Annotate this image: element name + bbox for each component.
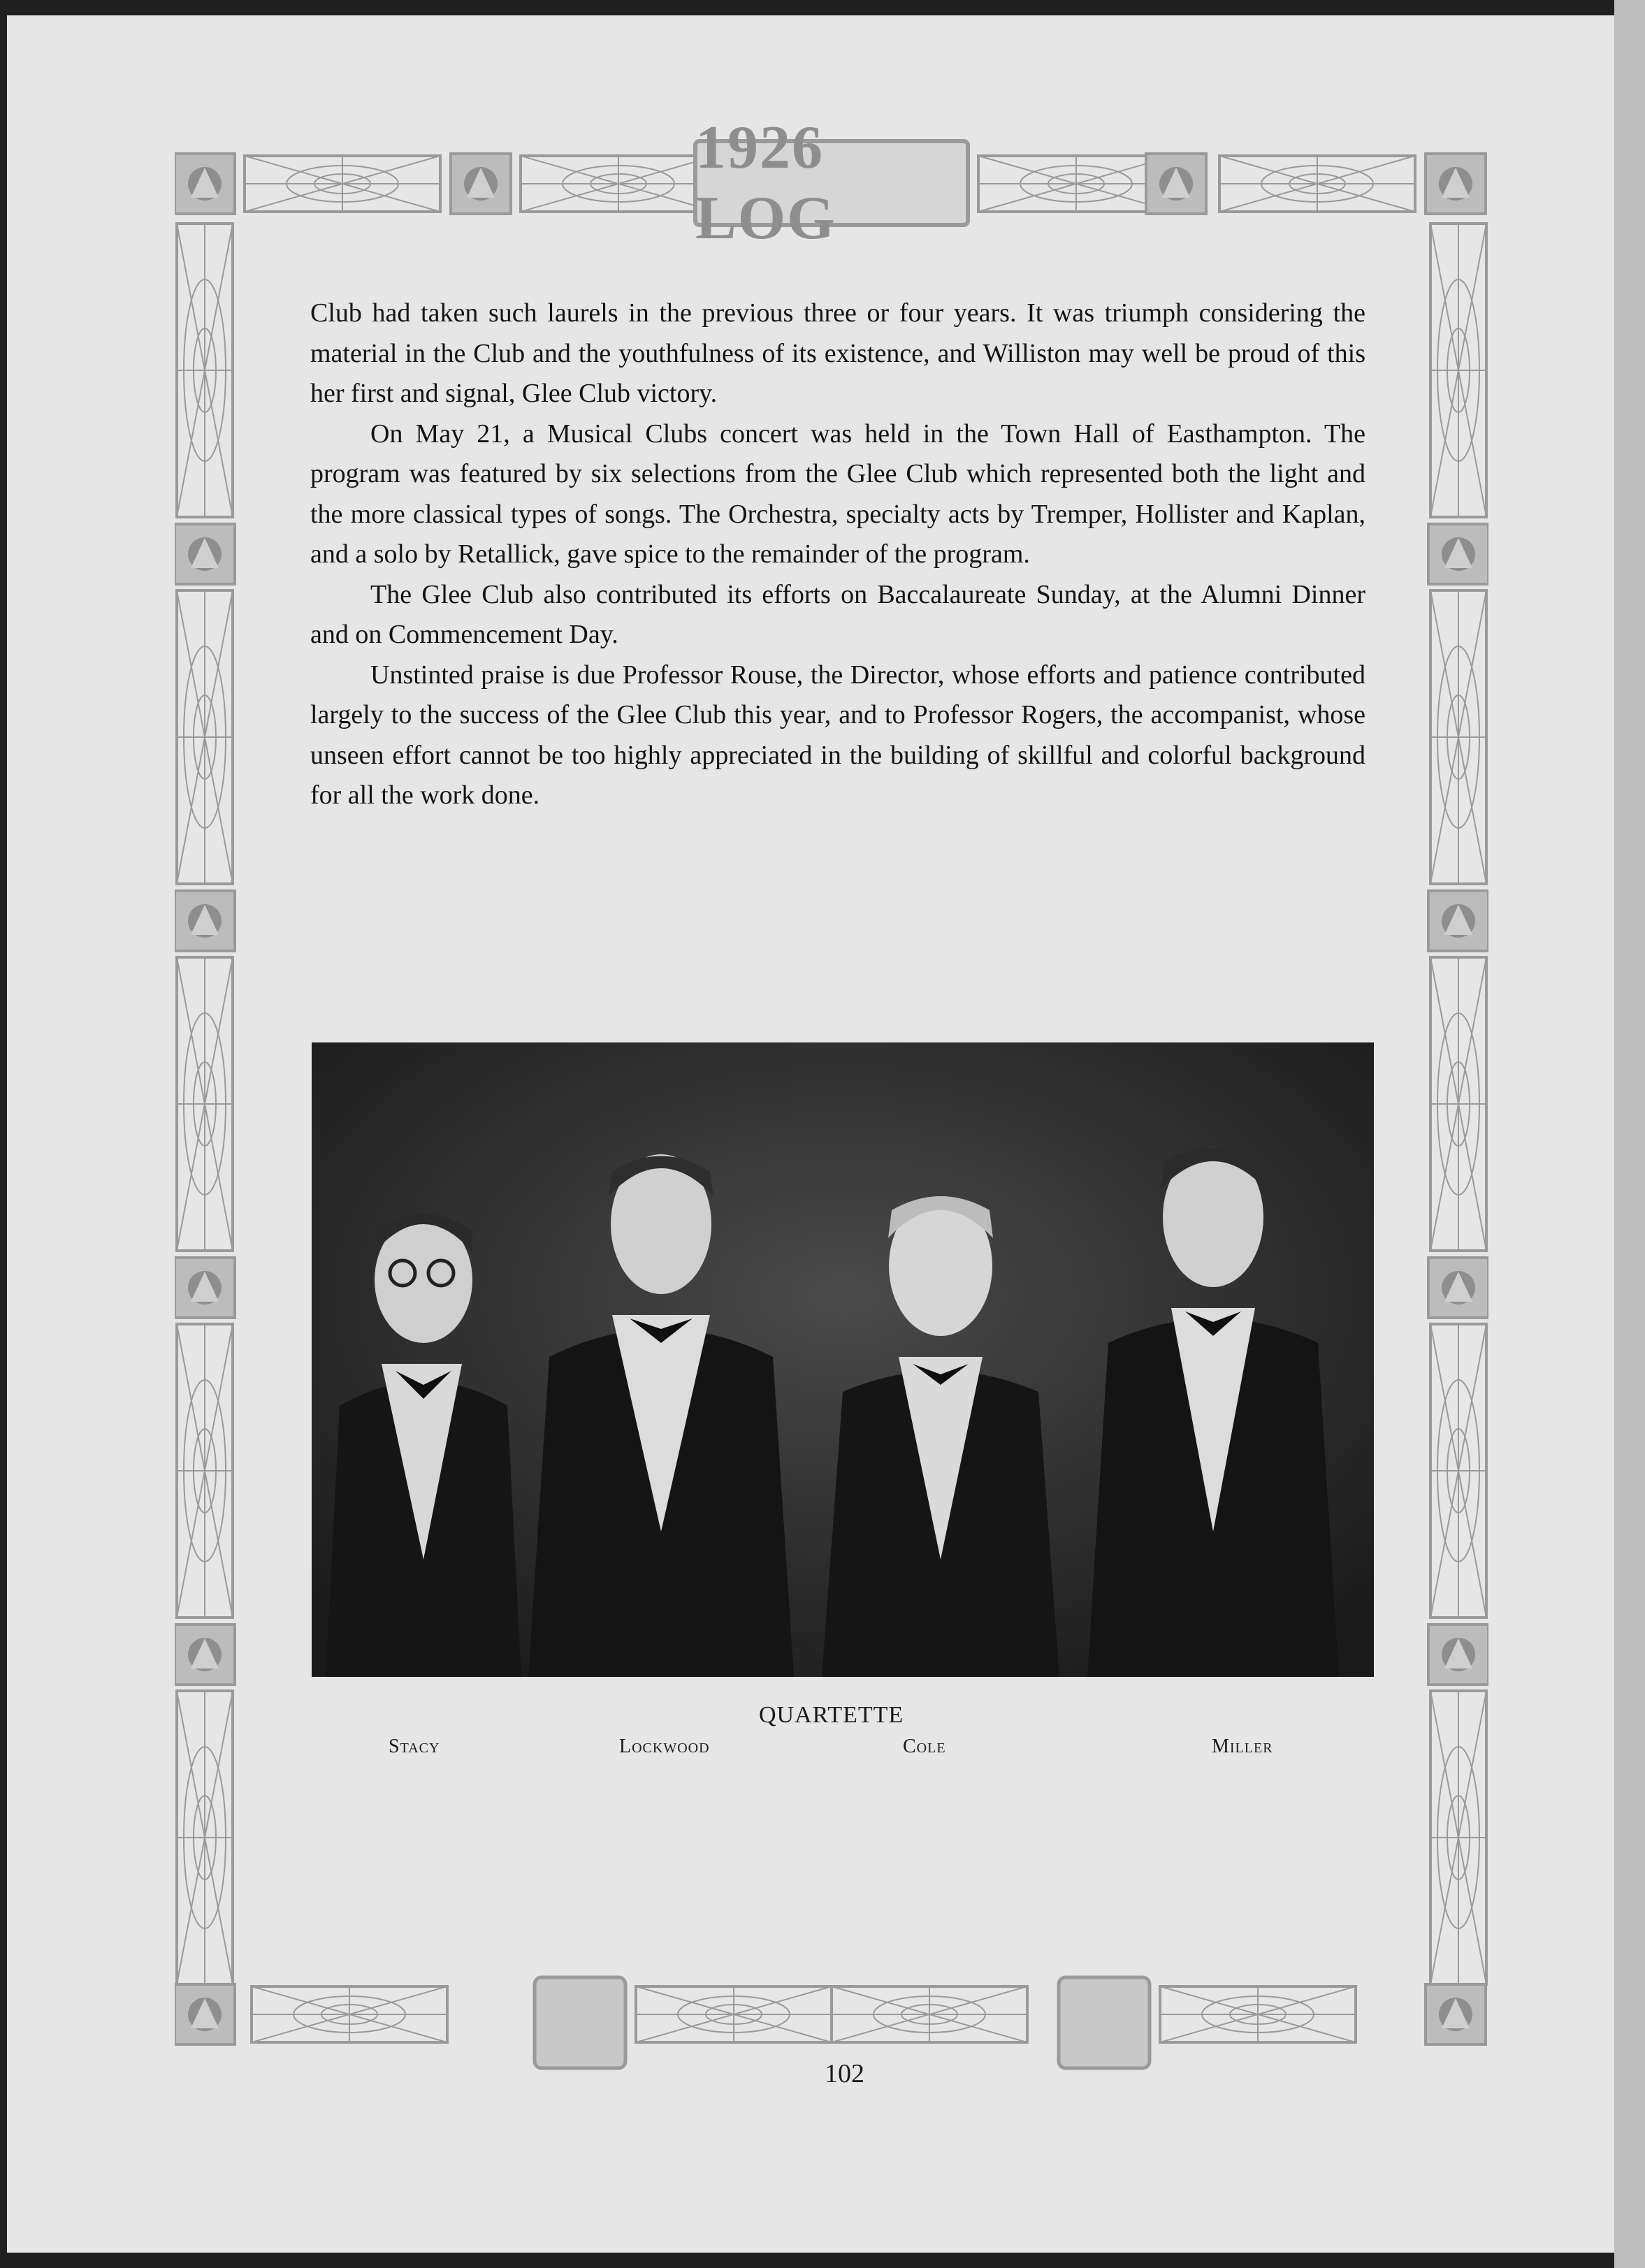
page-edge [1614, 0, 1645, 2268]
caption-name-miller: Miller [1212, 1736, 1273, 1757]
paragraph: On May 21, a Musical Clubs concert was held in the Town Hall of Easthampton. The program was featured by six selections from the Glee Club which represented both the light and the more classical types of songs. The Orchestra, specialty acts by Tremper, Hollister and Kaplan, and a solo by Retallick, gave spice to the remainder of the program. [310, 419, 1365, 569]
paragraph: Club had taken such laurels in the previous three or four years. It was triumph considering the material in the Club and the youthfulness of its existence, and Williston may well be proud of this her first and signal, Glee Club victory. [310, 298, 1365, 408]
caption-name-lockwood: Lockwood [619, 1736, 710, 1757]
yearbook-title-plate: 1926 LOG [695, 114, 836, 252]
photo-caption-title: QUARTETTE [759, 1702, 904, 1728]
paragraph: The Glee Club also contributed its efforts on Baccalaureate Sunday, at the Alumni Dinner and on Commencement Day. [310, 579, 1365, 649]
quartette-photo-image [312, 1042, 1374, 1677]
caption-name-cole: Cole [903, 1736, 946, 1757]
page-number: 102 [825, 2059, 864, 2088]
quartette-photograph [312, 1042, 1374, 1677]
caption-name-stacy: Stacy [389, 1736, 440, 1757]
article-text [310, 293, 1365, 816]
paragraph: Unstinted praise is due Professor Rouse, the Director, whose efforts and patience contributed largely to the success of the Glee Club this year, and to Professor Rogers, the accompanist, whose unseen effort cannot be too highly appreciated in the building of skillful and colorful background for all the work done. [310, 660, 1365, 810]
